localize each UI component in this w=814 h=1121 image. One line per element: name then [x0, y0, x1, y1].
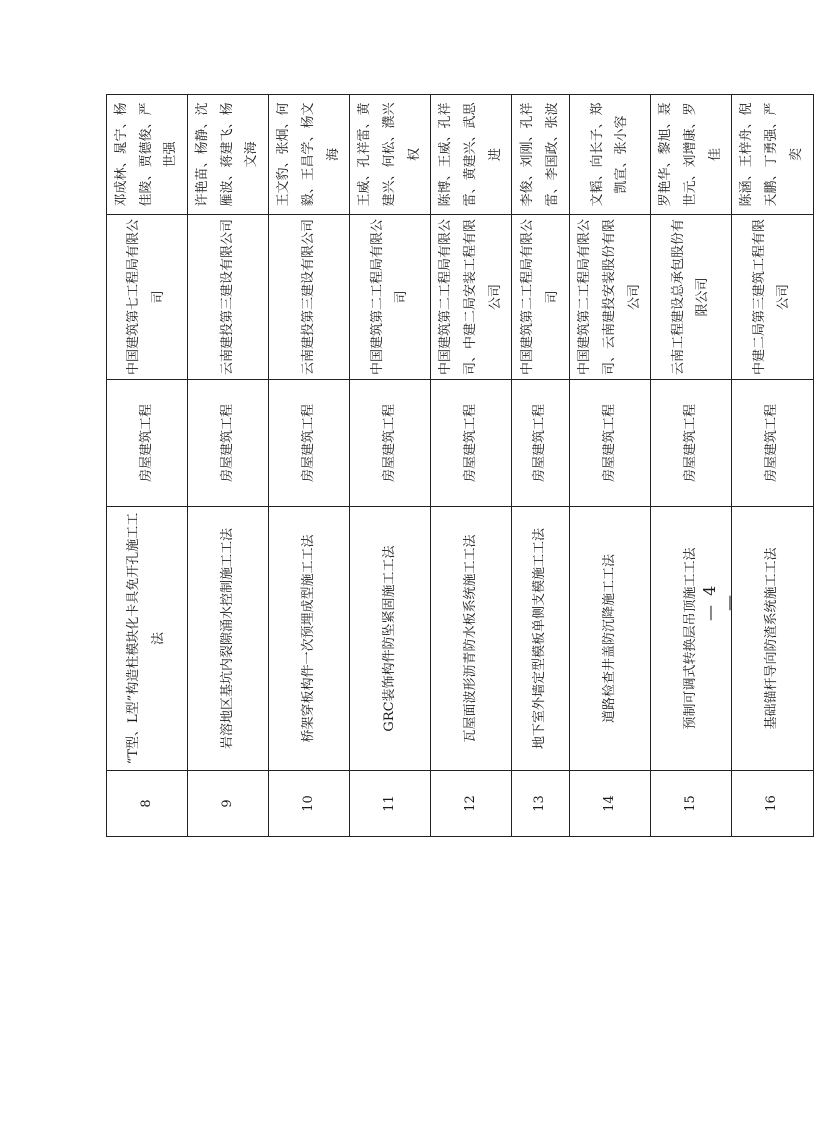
table-row: [570, 95, 651, 837]
cell-category: 房屋建筑工程: [188, 380, 269, 507]
cell-name: 道路检查井盖防沉降施工工法: [570, 507, 651, 771]
cell-people: 王文豹、张炯、何毅、王昌学、杨文海: [269, 95, 350, 215]
cell-name: GRC装饰构件防坠紧固施工工法: [350, 507, 431, 771]
table-row: [269, 95, 350, 837]
cell-name: 瓦屋面波形沥青防水板系统施工工法: [431, 507, 512, 771]
table-row: [512, 95, 570, 837]
cell-unit: 中国建筑第二工程局有限公司: [350, 215, 431, 380]
cell-category: 房屋建筑工程: [512, 380, 570, 507]
cell-category: 房屋建筑工程: [431, 380, 512, 507]
table-row: [732, 95, 813, 837]
cell-no: 14: [570, 771, 651, 837]
cell-name: 岩溶地区基坑内裂隙涌水控制施工工法: [188, 507, 269, 771]
cell-people: 文韬、向长子、郑凯宣、张小容: [570, 95, 651, 215]
cell-no: 11: [350, 771, 431, 837]
cell-name: “T型、L型”构造柱模块化卡具免开孔施工工法: [107, 507, 188, 771]
cell-name: 桥架穿板构件一次预埋成型施工工法: [269, 507, 350, 771]
cell-people: 李俊、刘刚、孔祥雷、李国政、张波: [512, 95, 570, 215]
cell-people: 陈博、王威、孔祥雷、黄建兴、武思进: [431, 95, 512, 215]
cell-unit: 中国建筑第二工程局有限公司、云南建投安装股份有限公司: [570, 215, 651, 380]
cell-unit: 中国建筑第二工程局有限公司: [512, 215, 570, 380]
cell-unit: 云南工程建设总承包股份有限公司: [651, 215, 732, 380]
cell-category: 房屋建筑工程: [269, 380, 350, 507]
cell-unit: 云南建投第三建设有限公司: [269, 215, 350, 380]
cell-category: 房屋建筑工程: [732, 380, 813, 507]
cell-name: 地下室外墙定型模板单侧支模施工工法: [512, 507, 570, 771]
table-row: [651, 95, 732, 837]
cell-name: 预制可调式转换层吊顶施工工法: [651, 507, 732, 771]
table-row: [188, 95, 269, 837]
cell-unit: 中建二局第三建筑工程有限公司: [732, 215, 813, 380]
cell-category: 房屋建筑工程: [107, 380, 188, 507]
cell-people: 许艳苗、杨静、沈雁波、蒋建飞、杨文海: [188, 95, 269, 215]
table-row: [431, 95, 512, 837]
rotated-table-wrapper: [106, 95, 804, 837]
cell-unit: 中国建筑第二工程局有限公司、中建二局安装工程有限公司: [431, 215, 512, 380]
cell-no: 16: [732, 771, 813, 837]
page-number: — 4 —: [700, 583, 738, 621]
cell-people: 罗艳华、黎旭、聂世元、刘增康、罗佳: [651, 95, 732, 215]
cell-no: 10: [269, 771, 350, 837]
cell-category: 房屋建筑工程: [350, 380, 431, 507]
cell-unit: 云南建投第三建设有限公司: [188, 215, 269, 380]
cell-people: 王威、孔祥雷、黄建兴、何松、濮兴权: [350, 95, 431, 215]
cell-no: 15: [651, 771, 732, 837]
cell-no: 8: [107, 771, 188, 837]
cell-unit: 中国建筑第七工程局有限公司: [107, 215, 188, 380]
award-table: [106, 94, 814, 837]
cell-name: 基础锚杆导向防渣系统施工工法: [732, 507, 813, 771]
table-row: [350, 95, 431, 837]
cell-people: 陈涵、王梓舟、倪天鹏、丁勇强、严奕: [732, 95, 813, 215]
cell-people: 邓成林、晁宁、杨佳陵、贾德俊、严世强: [107, 95, 188, 215]
cell-no: 9: [188, 771, 269, 837]
cell-category: 房屋建筑工程: [570, 380, 651, 507]
cell-no: 13: [512, 771, 570, 837]
cell-category: 房屋建筑工程: [651, 380, 732, 507]
cell-no: 12: [431, 771, 512, 837]
table-row: [107, 95, 188, 837]
